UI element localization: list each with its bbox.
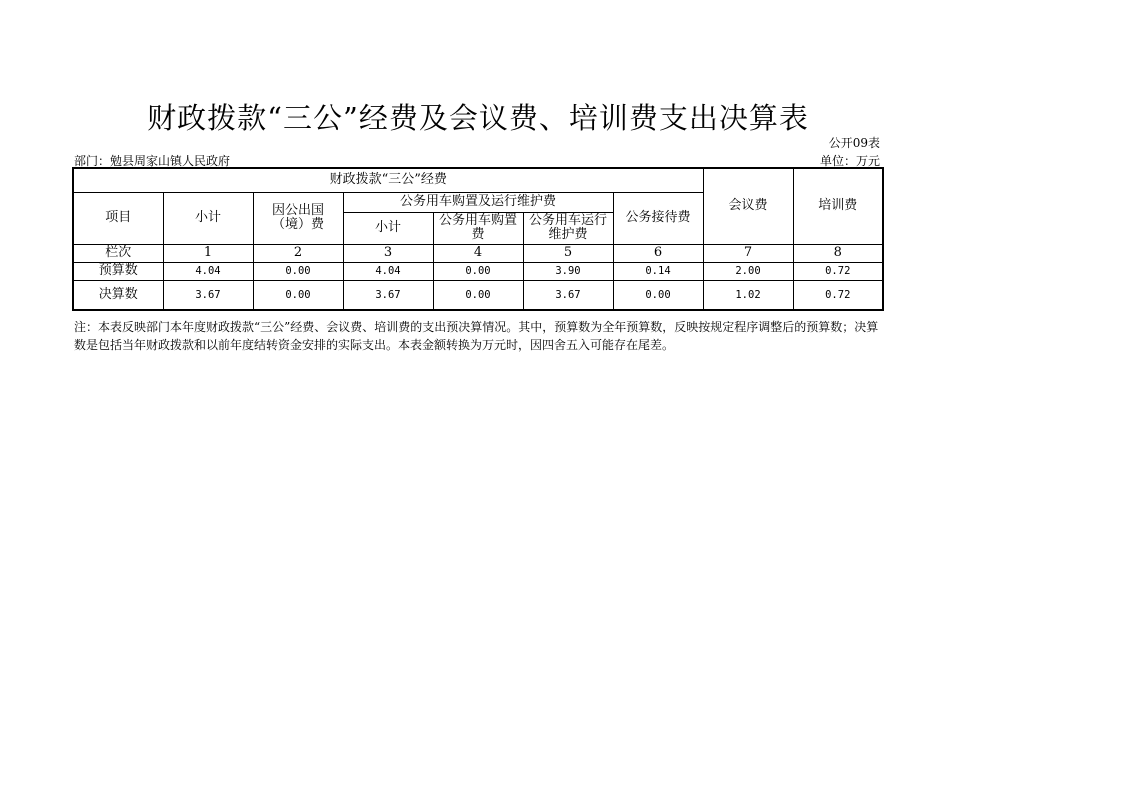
- header-abroad: 因公出国（境）费: [253, 192, 343, 244]
- header-vehicle-subtotal: 小计: [343, 212, 433, 244]
- column-number: 2: [253, 244, 343, 262]
- column-number: 8: [793, 244, 883, 262]
- table-cell: 0.00: [253, 262, 343, 280]
- form-number: 公开09表: [828, 136, 880, 150]
- row-label-budget: 预算数: [73, 262, 163, 280]
- row-label-final: 决算数: [73, 280, 163, 310]
- department-label: 部门：勉县周家山镇人民政府: [74, 154, 231, 168]
- table-cell: 3.90: [523, 262, 613, 280]
- header-vehicle-operation: 公务用车运行维护费: [523, 212, 613, 244]
- column-number-label: 栏次: [73, 244, 163, 262]
- footnote: 注：本表反映部门本年度财政拨款“三公”经费、会议费、培训费的支出预决算情况。其中，预算数为全年预算数，反映按规定程序调整后的预算数；决算数是包括当年财政拨款和以前年度结转资金安排的实际支出。本表金额转换为万元时，因四舍五入可能存在尾差。: [74, 320, 879, 352]
- header-item: 项目: [73, 192, 163, 244]
- table-cell: 0.00: [613, 280, 703, 310]
- table-cell: 0.00: [433, 280, 523, 310]
- header-subtotal: 小计: [163, 192, 253, 244]
- header-training: 培训费: [793, 168, 883, 244]
- page-title: 财政拨款“三公”经费及会议费、培训费支出决算表: [147, 101, 809, 135]
- table-cell: 3.67: [523, 280, 613, 310]
- table-cell: 4.04: [343, 262, 433, 280]
- column-number: 1: [163, 244, 253, 262]
- table-cell: 0.72: [793, 262, 883, 280]
- table-row-budget: [73, 262, 883, 280]
- table-cell: 0.00: [433, 262, 523, 280]
- table-cell: 4.04: [163, 262, 253, 280]
- table-row-final: [73, 280, 883, 310]
- column-number: 5: [523, 244, 613, 262]
- table-cell: 3.67: [163, 280, 253, 310]
- header-meeting: 会议费: [703, 168, 793, 244]
- table-cell: 0.72: [793, 280, 883, 310]
- table-cell: 1.02: [703, 280, 793, 310]
- column-number: 7: [703, 244, 793, 262]
- column-number: 3: [343, 244, 433, 262]
- table-cell: 0.14: [613, 262, 703, 280]
- header-three-public-group: 财政拨款“三公”经费: [73, 168, 703, 192]
- header-vehicle-purchase: 公务用车购置费: [433, 212, 523, 244]
- header-vehicle-group: 公务用车购置及运行维护费: [343, 192, 613, 212]
- column-number: 4: [433, 244, 523, 262]
- unit-label: 单位：万元: [819, 154, 880, 168]
- table-cell: 2.00: [703, 262, 793, 280]
- header-reception: 公务接待费: [613, 192, 703, 244]
- column-number: 6: [613, 244, 703, 262]
- table-cell: 3.67: [343, 280, 433, 310]
- expenditure-table: [72, 167, 884, 311]
- table-cell: 0.00: [253, 280, 343, 310]
